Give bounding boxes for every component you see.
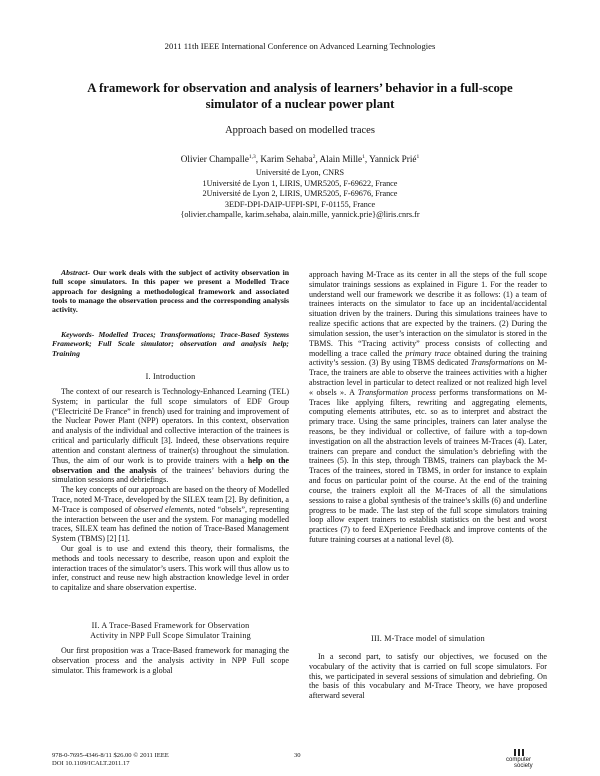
affiliation-line: 2Université de Lyon 2, LIRIS, UMR5205, F-69676, France [202,189,398,199]
logo-text: society [514,763,533,769]
affiliations [0,168,600,221]
section-2-body [52,646,289,675]
paragraph: Our first proposition was a Trace-Based framework for managing the observation process and the analysis activity in NPP Full scope simulator. This framework is a global [52,646,289,675]
ieee-logo-icon [514,749,524,757]
paragraph: The key concepts of our approach are based on the theory of Modelled Trace, noted M-Trace, developed by the SILEX team [2]. By definition, a M-Trace is composed of observed elements, noted “obsels”, representing the interaction between the user and the system. For managing modelled traces, SILEX team has defined the notion of Trace-Based Management System (TBMS) [2] [1]. [52,485,290,544]
section-1-heading: I. Introduction [145,372,196,381]
right-column-body [309,270,547,545]
paper-subtitle: Approach based on modelled traces [225,125,375,136]
page-number: 30 [294,752,301,759]
abstract-text: Our work deals with the subject of activity observation in full scope simulators. In this paper we present a Modelled Trace approach for designing a methodological framework and associated tools to manage the observation process and the corresponding analysis activity. [52,268,289,315]
authors: Olivier Champalle$^{1,3}$, Karim Sehaba$^2$, Alain Mille$^1$, Yannick Prié$^1$ [180,154,420,165]
paragraph: In a second part, to satisfy our objectives, we focused on the vocabulary of the activity that is carried on full scope simulators. For this, we participated in several sessions of simulation and debriefing. On the basis of this vocabulary and M-Trace Theory, we have proposed afterward several [309,652,547,701]
footer-line: 978-0-7695-4346-8/11 $26.00 © 2011 IEEE [52,752,169,759]
paragraph: approach having M-Trace as its center in all the steps of the full scope simulator trainings sessions as explained in Figure 1. For the reader to understand well our framework we describe it as follows: (1) a team of trainees interacts on the simulator to face up an incidental/accidental situation driven by the trainers. During this simulations trainees have to realize specific actions that are expected by the trainers. (2) During the simulation session, the user’s interaction on the simulator is stored in the TBMS. This “Tracing activity” process consists of collecting and modelling a trace called the primary trace obtained during the training activity’s session. (3) By using TBMS dedicated Transformations on M-Trace, the trainers are able to observe the trainees activities with a higher abstraction level in particular to detect realized or not realized high level « obsels ». A Transformation process performs transformations on M-Traces like applying filters, rewriting and aggregating elements, computing elements attributes, etc. so as to interpret and abstract the primary trace. Using the same principles, trainers can later analyse the reasons, be they individual or collective, of failure with a top-down investigation on all the abstraction levels of trainees M-Traces (4). Later, trainers can prepare and conduct the simulation’s debriefing with the trainees (5). In this step, through TBMS, trainers can playback the M-Traces of the trainees, stored in TBMS, in order for instance to explain and focus on particular point of the course. At the end of the training course, the trainers exploit all the M-Traces of all the simulations sessions to raise a global synthesis of the trainee’s skills (6) and underline progress to be made. The last step of the full scope simulators training loop allow expert trainers to establish statistics on the best and worst practices (7) to feed EXperience Feedback and improve contents of the future training courses at a national level (8). [309,270,548,544]
keywords-text: Modelled Traces; Transformations; Trace-Based Systems Framework; Full Scale simulator; observation and analysis help; Training [52,330,289,358]
paper-title [50,80,550,112]
affiliation-line: Université de Lyon, CNRS [255,168,345,177]
section-2-heading [52,621,289,641]
affiliation-line: 1Université de Lyon 1, LIRIS, UMR5205, F-69622, France [202,178,398,188]
title-line-1: A framework for observation and analysis of learners’ behavior in a full-scope [87,81,513,95]
paragraph: Our goal is to use and extend this theory, their formalisms, the methods and tools necessary to describe, reason upon and exploit the interaction traces of the simulator’s users. This work will thus allow us to infer, construct and reuse new high abstraction knowledge level in order to capitalize and share observation expertise. [52,544,289,593]
logo-text: computer [506,757,532,763]
keywords [52,330,289,358]
section-1-body [52,387,289,593]
footer-line: DOI 10.1109/ICALT.2011.17 [52,760,130,767]
conference-header: 2011 11th IEEE International Conference on Advanced Learning Technologies [164,41,436,51]
section-3-heading: III. M-Trace model of simulation [371,634,485,643]
email-line: {olivier.champalle, karim.sehaba, alain.mille, yannick.prie}@liris.cnrs.fr [180,210,420,220]
section-2-heading-line: Activity in NPP Full Scope Simulator Training [90,631,251,640]
affiliation-line: 3EDF-DPI-DAIP-UFPI-SPI, F-01155, France [224,199,376,209]
section-3-body [309,652,547,701]
abstract-label: Abstract- [61,268,91,277]
abstract [52,268,289,314]
title-line-2: simulator of a nuclear power plant [205,97,395,111]
paragraph: The context of our research is Technology-Enhanced Learning (TEL) System; in particular the full scope simulators of EDF Group (“Electricité De France” in french) used for training and improvement of the Nuclear Power Plant (NPP) operators. In this context, observation and analysis of the individual and collective interaction of the trainees is critical and particularly difficult [3]. Indeed, these observations require attention and constant alertness of trainer(s) throughout the simulation. Thus, the aim of our work is to provide trainers with a help on the observation and the analysis of the trainees’ behaviors during the simulation sessions and debriefings. [52,387,289,485]
keywords-label: Keywords- [61,330,95,339]
section-2-heading-line: II. A Trace-Based Framework for Observation [91,621,250,630]
footer-copyright [52,752,169,768]
computer-society-logo [506,749,533,769]
